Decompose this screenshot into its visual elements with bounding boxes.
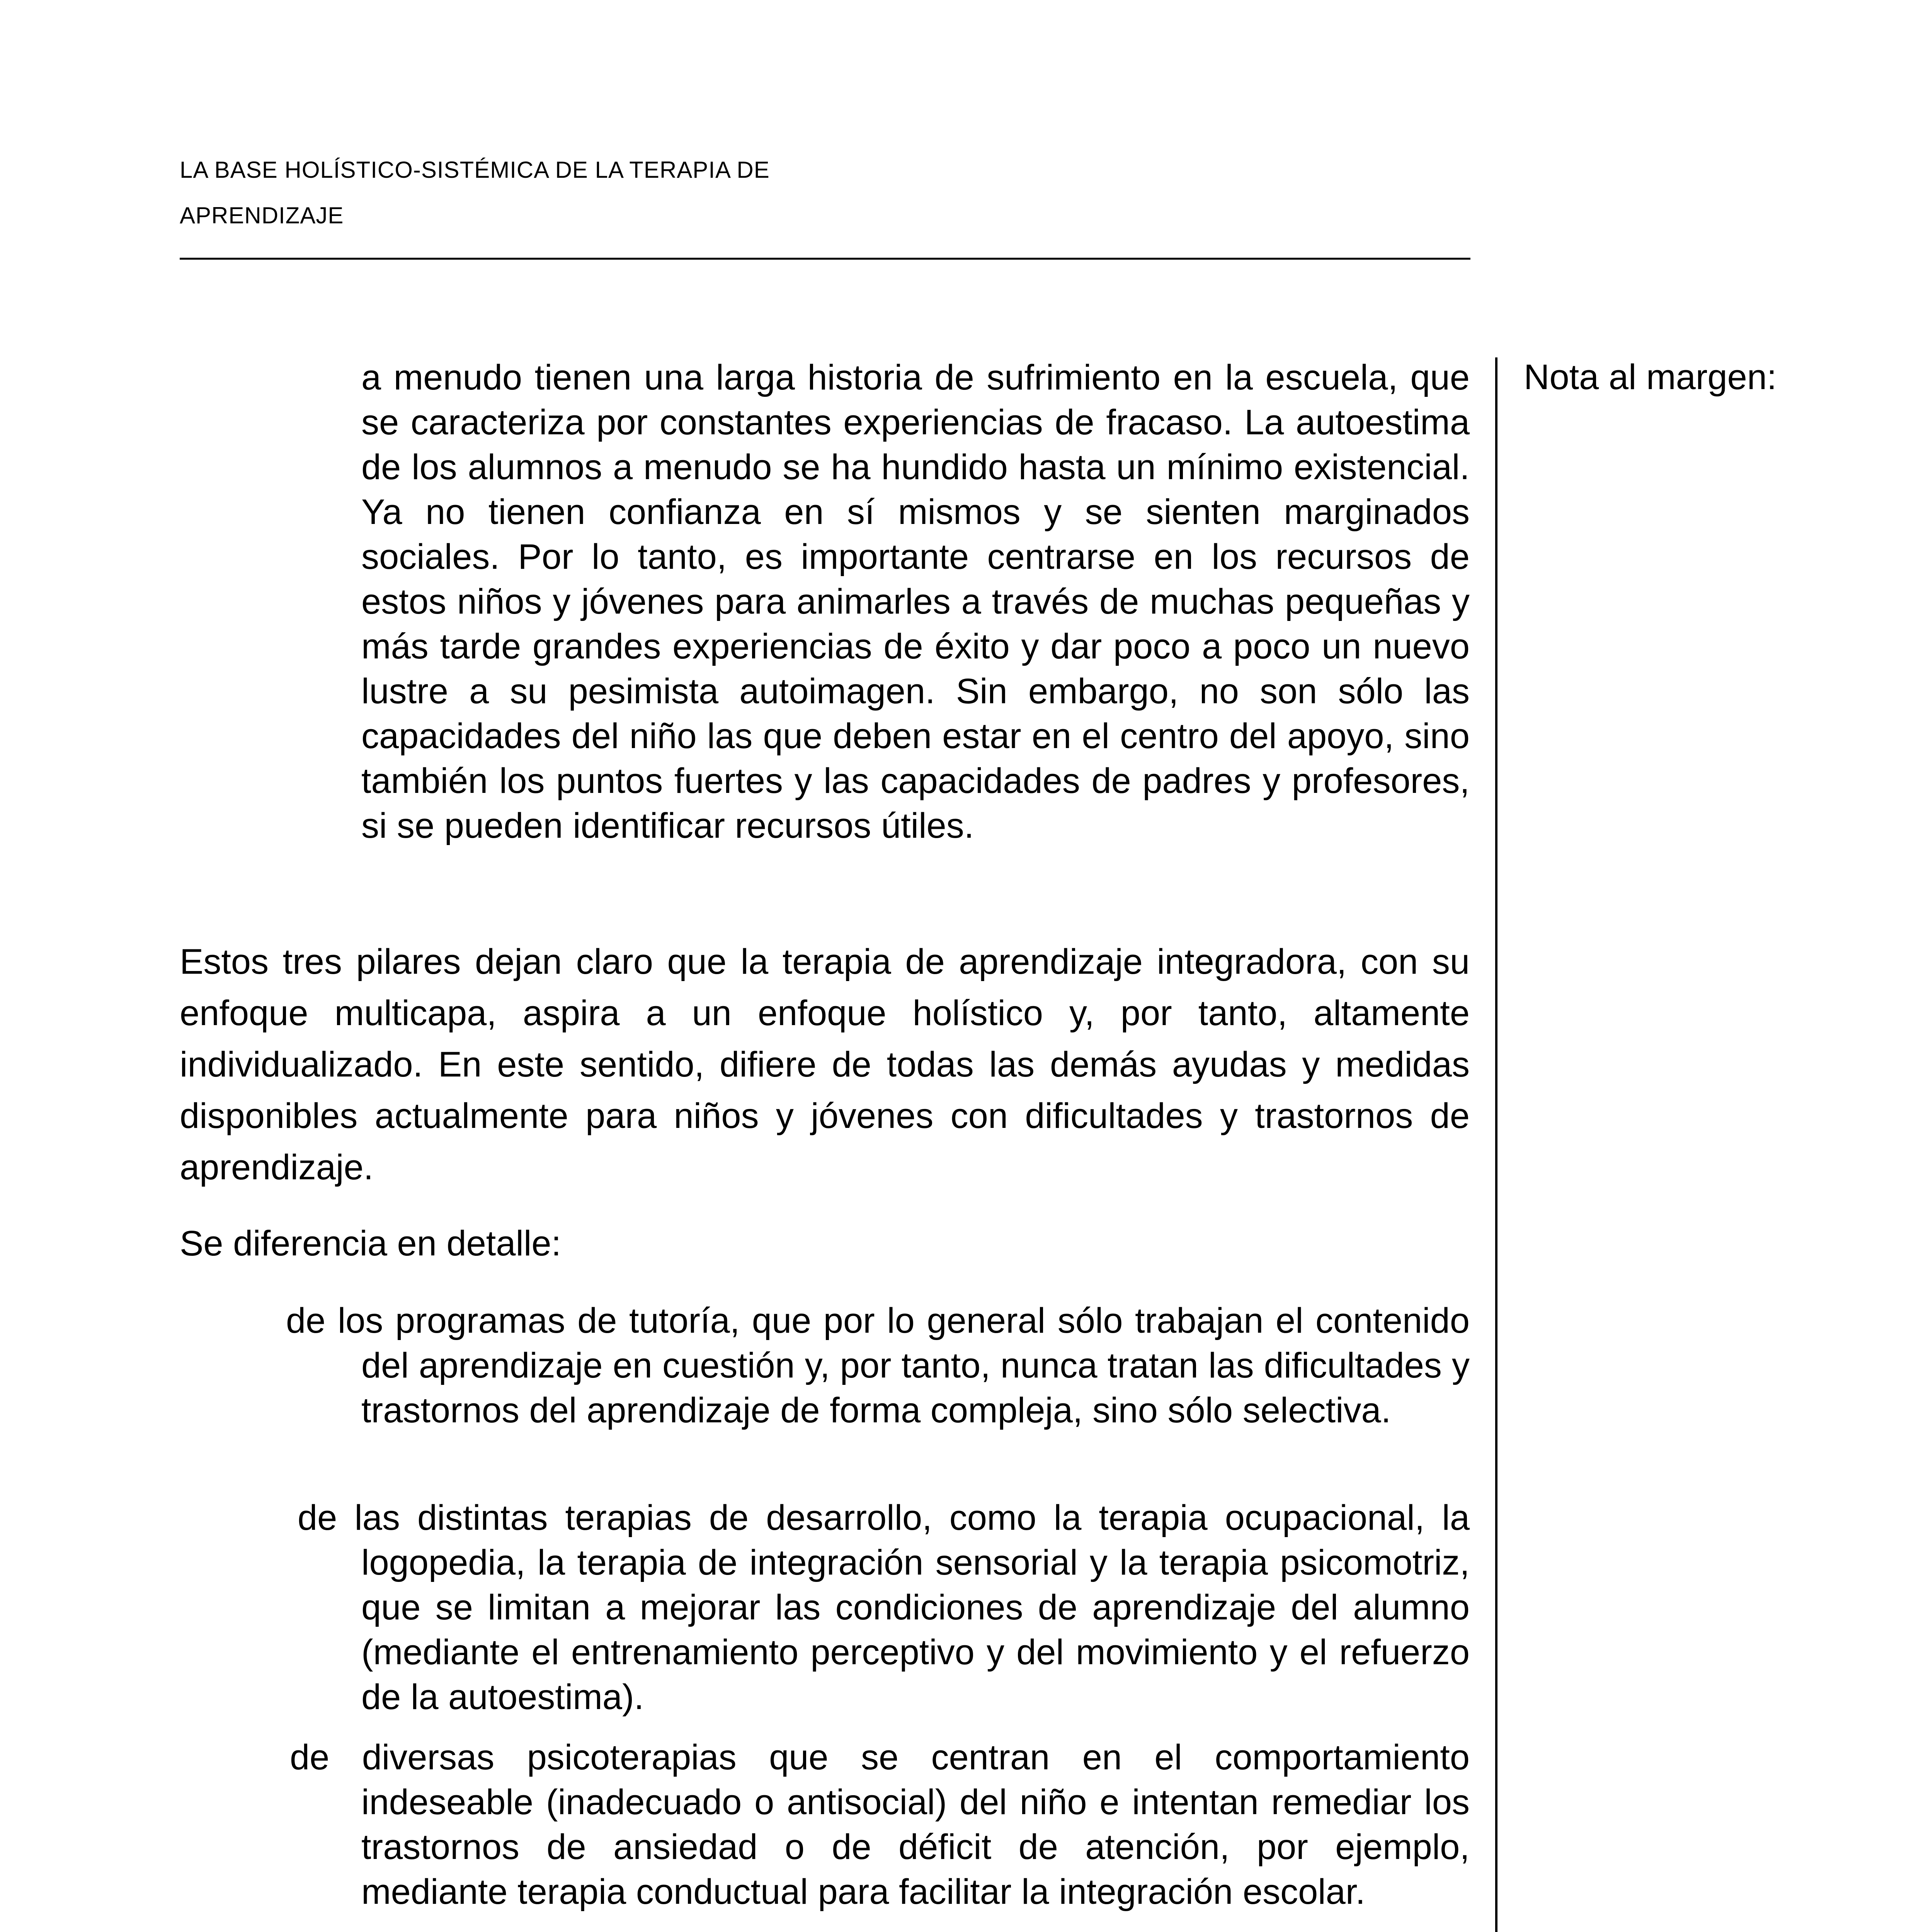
header-title-line-2: APRENDIZAJE <box>180 202 344 228</box>
list-item-tutoring: de los programas de tutoría, que por lo general sólo trabajan el contenido del aprendizaje en cuestión y, por tanto, nunca tratan las dificultades y trastornos del aprendizaje de forma compleja, sino sólo selectiva. <box>286 1301 1470 1430</box>
list-item-development-therapies: de las distintas terapias de desarrollo, como la terapia ocupacional, la logopedia, la terapia de integración sensorial y la terapia psicomotriz, que se limitan a mejorar las condiciones de aprendizaje del alumno (mediante el entrenamiento perceptivo y del movimiento y el refuerzo de la autoestima). <box>298 1498 1470 1717</box>
list-item-psychotherapies: de diversas psicoterapias que se centran en el comportamiento indeseable (inadecuado o antisocial) del niño e intentan remediar los trastornos de ansiedad o de déficit de atención, por ejemplo, mediante terapia conductual para facilitar la integración escolar. <box>290 1738 1470 1912</box>
header-divider <box>180 258 1470 260</box>
body-paragraph: Estos tres pilares dejan claro que la terapia de aprendizaje integradora, con su enfoque multicapa, aspira a un enfoque holístico y, por tanto, altamente individualizado. En este sentido, difiere de todas las demás ayudas y medidas disponibles actualmente para niños y jóvenes con dificultades y trastornos de aprendizaje. <box>180 942 1470 1187</box>
margin-divider <box>1495 357 1497 1932</box>
header-title-line-1: LA BASE HOLÍSTICO-SISTÉMICA DE LA TERAPIA DE <box>180 157 770 183</box>
list-intro-paragraph: Se diferencia en detalle: <box>180 1224 562 1263</box>
running-header <box>180 158 1455 227</box>
indented-paragraph: a menudo tienen una larga historia de sufrimiento en la escuela, que se caracteriza por constantes experiencias de fracaso. La autoestima de los alumnos a menudo se ha hundido hasta un mínimo existencial. Ya no tienen confianza en sí mismos y se sienten marginados sociales. Por lo tanto, es importante centrarse en los recursos de estos niños y jóvenes para animarles a través de muchas pequeñas y más tarde grandes experiencias de éxito y dar poco a poco un nuevo lustre a su pesimista autoimagen. Sin embargo, no son sólo las capacidades del niño las que deben estar en el centro del apoyo, sino también los puntos fuertes y las capacidades de padres y profesores, si se pueden identificar recursos útiles. <box>361 358 1470 845</box>
margin-note-label: Nota al margen: <box>1524 357 1777 397</box>
